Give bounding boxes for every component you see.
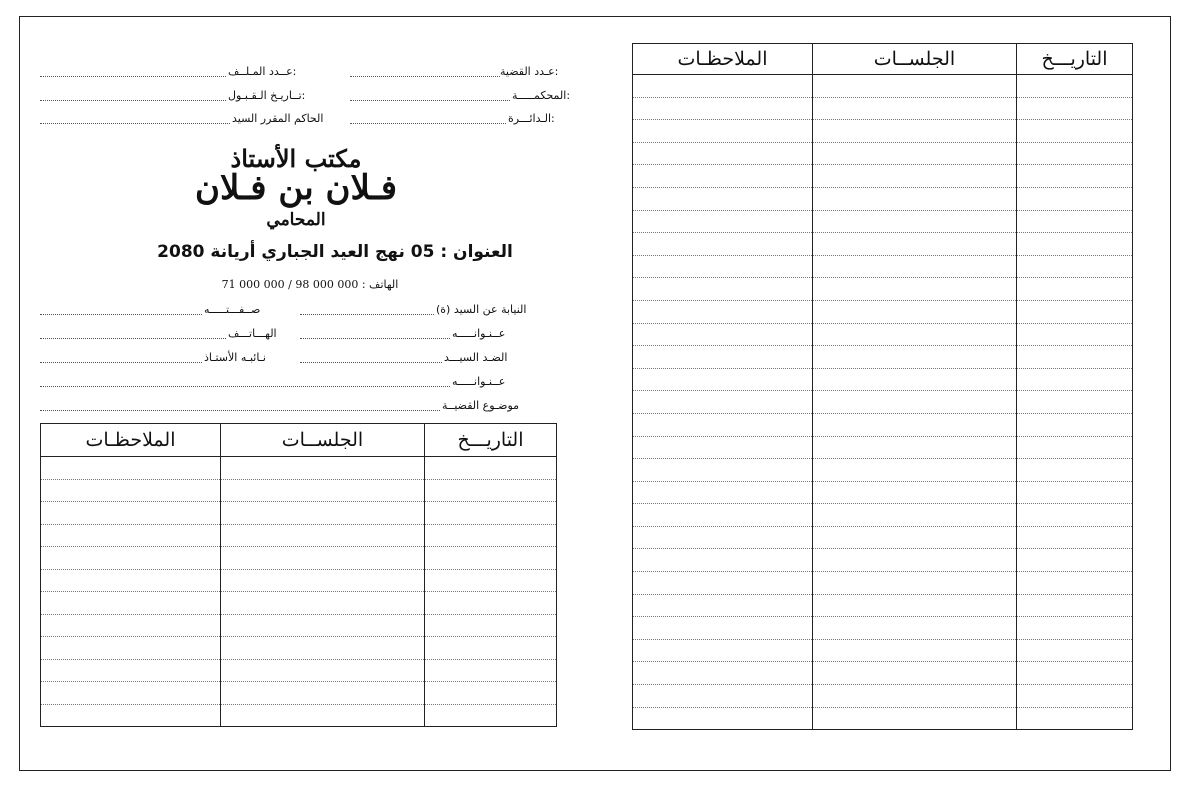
court-line[interactable] xyxy=(350,100,510,101)
table-row xyxy=(633,481,1133,504)
notes-cell[interactable] xyxy=(633,594,813,617)
date-cell[interactable] xyxy=(425,547,557,570)
sessions-cell[interactable] xyxy=(813,481,1017,504)
address1-label: عــنـوانـــــه xyxy=(452,327,506,340)
sessions-cell[interactable] xyxy=(813,459,1017,482)
notes-cell[interactable] xyxy=(41,502,221,525)
notes-cell[interactable] xyxy=(633,413,813,436)
notes-cell[interactable] xyxy=(633,210,813,233)
sessions-cell[interactable] xyxy=(813,572,1017,595)
date-cell[interactable] xyxy=(1017,617,1133,640)
notes-cell[interactable] xyxy=(633,75,813,98)
judge-label: الحاكم المقرر السيد xyxy=(232,112,324,125)
opponent-line[interactable] xyxy=(300,362,442,363)
sessions-cell[interactable] xyxy=(813,368,1017,391)
sessions-cell[interactable] xyxy=(221,569,425,592)
notes-cell[interactable] xyxy=(633,233,813,256)
table-row xyxy=(633,707,1133,730)
phone-row xyxy=(200,278,420,291)
date-cell[interactable] xyxy=(425,524,557,547)
table-row xyxy=(41,457,557,480)
date-cell[interactable] xyxy=(1017,187,1133,210)
sessions-cell[interactable] xyxy=(813,75,1017,98)
notes-cell[interactable] xyxy=(633,120,813,143)
table-row xyxy=(633,504,1133,527)
table-row xyxy=(41,682,557,705)
notes-cell[interactable] xyxy=(633,685,813,708)
sessions-cell[interactable] xyxy=(813,97,1017,120)
circuit-line[interactable] xyxy=(350,123,506,124)
sessions-cell[interactable] xyxy=(813,707,1017,730)
col-notes-header: الملاحظـات xyxy=(41,424,221,457)
capacity-line[interactable] xyxy=(40,314,202,315)
date-cell[interactable] xyxy=(1017,300,1133,323)
date-cell[interactable] xyxy=(1017,75,1133,98)
notes-cell[interactable] xyxy=(633,504,813,527)
sessions-cell[interactable] xyxy=(813,278,1017,301)
sessions-cell[interactable] xyxy=(813,120,1017,143)
notes-cell[interactable] xyxy=(41,569,221,592)
sessions-cell[interactable] xyxy=(813,639,1017,662)
notes-cell[interactable] xyxy=(41,457,221,480)
acceptance-date-line[interactable] xyxy=(40,100,226,101)
table-row xyxy=(633,346,1133,369)
subject-label: موضـوع القضيــة xyxy=(442,399,520,412)
notes-cell[interactable] xyxy=(633,662,813,685)
address1-line[interactable] xyxy=(300,338,450,339)
sessions-cell[interactable] xyxy=(813,662,1017,685)
notes-cell[interactable] xyxy=(41,547,221,570)
notes-cell[interactable] xyxy=(41,479,221,502)
sessions-cell[interactable] xyxy=(813,413,1017,436)
sessions-cell[interactable] xyxy=(813,233,1017,256)
date-cell[interactable] xyxy=(1017,368,1133,391)
deputy-label: نـائبـه الأستـاذ xyxy=(204,351,266,364)
date-cell[interactable] xyxy=(425,479,557,502)
date-cell[interactable] xyxy=(425,592,557,615)
sessions-cell[interactable] xyxy=(813,346,1017,369)
office-address: العنوان : 05 نهج العيد الجباري أريانة 2080 xyxy=(157,242,513,262)
date-cell[interactable] xyxy=(1017,549,1133,572)
date-cell[interactable] xyxy=(425,614,557,637)
table-row xyxy=(633,323,1133,346)
table-row xyxy=(633,120,1133,143)
table-row xyxy=(41,569,557,592)
table-row xyxy=(41,637,557,660)
date-cell[interactable] xyxy=(1017,572,1133,595)
table-row xyxy=(41,547,557,570)
table-row xyxy=(633,413,1133,436)
notes-cell[interactable] xyxy=(633,300,813,323)
table-row xyxy=(633,594,1133,617)
sessions-cell[interactable] xyxy=(813,391,1017,414)
date-cell[interactable] xyxy=(425,659,557,682)
notes-cell[interactable] xyxy=(633,549,813,572)
table-row xyxy=(633,662,1133,685)
notes-cell[interactable] xyxy=(633,639,813,662)
date-cell[interactable] xyxy=(1017,662,1133,685)
court-label: :المحكمـــــة xyxy=(512,89,571,102)
phone-value: 000 000 98 / 000 000 71 xyxy=(221,278,359,291)
sessions-cell[interactable] xyxy=(813,436,1017,459)
notes-cell[interactable] xyxy=(633,436,813,459)
notes-cell[interactable] xyxy=(41,682,221,705)
notes-cell[interactable] xyxy=(633,278,813,301)
sessions-cell[interactable] xyxy=(813,549,1017,572)
notes-cell[interactable] xyxy=(633,97,813,120)
table-row xyxy=(633,300,1133,323)
table-row xyxy=(633,436,1133,459)
deputy-line[interactable] xyxy=(40,362,202,363)
table-row xyxy=(633,391,1133,414)
sessions-cell[interactable] xyxy=(813,617,1017,640)
date-cell[interactable] xyxy=(1017,142,1133,165)
date-cell[interactable] xyxy=(1017,594,1133,617)
date-cell[interactable] xyxy=(425,502,557,525)
table-row xyxy=(633,233,1133,256)
table-row xyxy=(41,479,557,502)
date-cell[interactable] xyxy=(1017,255,1133,278)
col-date-header: التاريـــخ xyxy=(425,424,557,457)
date-cell[interactable] xyxy=(1017,707,1133,730)
sessions-cell[interactable] xyxy=(813,685,1017,708)
table-row xyxy=(633,75,1133,98)
sessions-cell[interactable] xyxy=(221,614,425,637)
table-row xyxy=(633,97,1133,120)
date-cell[interactable] xyxy=(425,457,557,480)
table-row xyxy=(41,592,557,615)
represent-line[interactable] xyxy=(300,314,434,315)
sessions-cell[interactable] xyxy=(813,165,1017,188)
sessions-cell[interactable] xyxy=(221,479,425,502)
date-cell[interactable] xyxy=(1017,504,1133,527)
notes-cell[interactable] xyxy=(41,592,221,615)
notes-cell[interactable] xyxy=(633,165,813,188)
notes-cell[interactable] xyxy=(41,704,221,727)
date-cell[interactable] xyxy=(1017,165,1133,188)
date-cell[interactable] xyxy=(1017,481,1133,504)
notes-cell[interactable] xyxy=(633,617,813,640)
capacity-label: صــفـــتـــــه xyxy=(204,303,261,316)
phone-field-line[interactable] xyxy=(40,338,226,339)
sessions-cell[interactable] xyxy=(813,323,1017,346)
date-cell[interactable] xyxy=(1017,210,1133,233)
notes-cell[interactable] xyxy=(633,572,813,595)
table-row xyxy=(633,685,1133,708)
file-number-label: :عــدد المـلــف xyxy=(228,65,297,78)
sessions-cell[interactable] xyxy=(813,300,1017,323)
table-row xyxy=(633,639,1133,662)
address2-label: عــنـوانـــــه xyxy=(452,375,506,388)
represent-label: النيابة عن السيد (ة) xyxy=(436,303,527,316)
sessions-cell[interactable] xyxy=(813,504,1017,527)
date-cell[interactable] xyxy=(425,637,557,660)
notes-cell[interactable] xyxy=(633,459,813,482)
sessions-cell[interactable] xyxy=(221,524,425,547)
sessions-cell[interactable] xyxy=(813,255,1017,278)
table-row xyxy=(41,524,557,547)
notes-cell[interactable] xyxy=(633,255,813,278)
col-date-header: التاريـــخ xyxy=(1017,44,1133,75)
phone-label: الهاتف : xyxy=(361,278,399,291)
table-row xyxy=(633,549,1133,572)
date-cell[interactable] xyxy=(1017,323,1133,346)
date-cell[interactable] xyxy=(425,704,557,727)
notes-cell[interactable] xyxy=(633,391,813,414)
sessions-cell[interactable] xyxy=(221,592,425,615)
table-row xyxy=(633,526,1133,549)
date-cell[interactable] xyxy=(1017,526,1133,549)
date-cell[interactable] xyxy=(1017,233,1133,256)
date-cell[interactable] xyxy=(1017,436,1133,459)
sessions-cell[interactable] xyxy=(221,502,425,525)
circuit-label: :الـدائـــرة xyxy=(508,112,555,125)
left-register-table xyxy=(40,423,557,727)
judge-line[interactable] xyxy=(40,123,230,124)
date-cell[interactable] xyxy=(1017,459,1133,482)
sessions-cell[interactable] xyxy=(813,594,1017,617)
sessions-cell[interactable] xyxy=(221,682,425,705)
notes-cell[interactable] xyxy=(633,142,813,165)
table-row xyxy=(633,459,1133,482)
table-row xyxy=(633,572,1133,595)
notes-cell[interactable] xyxy=(633,526,813,549)
table-row xyxy=(633,210,1133,233)
sessions-cell[interactable] xyxy=(221,457,425,480)
office-line1: مكتب الأستاذ xyxy=(230,144,362,173)
file-number-line[interactable] xyxy=(40,76,226,77)
notes-cell[interactable] xyxy=(633,346,813,369)
table-row xyxy=(633,165,1133,188)
table-row xyxy=(41,704,557,727)
sessions-cell[interactable] xyxy=(221,659,425,682)
sessions-cell[interactable] xyxy=(813,526,1017,549)
date-cell[interactable] xyxy=(425,569,557,592)
date-cell[interactable] xyxy=(1017,97,1133,120)
col-sessions-header: الجلســات xyxy=(221,424,425,457)
lawyer-role: المحامي xyxy=(266,210,326,230)
date-cell[interactable] xyxy=(1017,391,1133,414)
acceptance-date-label: :تــاريـخ الـقـبـول xyxy=(228,89,306,102)
table-row xyxy=(633,142,1133,165)
address2-line[interactable] xyxy=(40,386,450,387)
subject-line[interactable] xyxy=(40,410,440,411)
sessions-cell[interactable] xyxy=(813,187,1017,210)
date-cell[interactable] xyxy=(1017,346,1133,369)
notes-cell[interactable] xyxy=(633,707,813,730)
phone-field-label: الهـــاتـــف xyxy=(228,327,277,340)
sessions-cell[interactable] xyxy=(221,704,425,727)
date-cell[interactable] xyxy=(1017,120,1133,143)
date-cell[interactable] xyxy=(1017,639,1133,662)
sessions-cell[interactable] xyxy=(813,142,1017,165)
case-number-line[interactable] xyxy=(350,76,500,77)
sessions-cell[interactable] xyxy=(813,210,1017,233)
case-number-label: :عـدد القضية xyxy=(500,65,559,78)
notes-cell[interactable] xyxy=(633,187,813,210)
notes-cell[interactable] xyxy=(41,659,221,682)
notes-cell[interactable] xyxy=(41,614,221,637)
date-cell[interactable] xyxy=(1017,685,1133,708)
notes-cell[interactable] xyxy=(633,481,813,504)
date-cell[interactable] xyxy=(1017,413,1133,436)
opponent-label: الضـد السيـــد xyxy=(444,351,508,364)
table-row xyxy=(41,659,557,682)
lawyer-name: فـلان بن فـلان xyxy=(195,168,397,208)
table-row xyxy=(633,187,1133,210)
sessions-cell[interactable] xyxy=(221,547,425,570)
sessions-cell[interactable] xyxy=(221,637,425,660)
notes-cell[interactable] xyxy=(41,524,221,547)
col-sessions-header: الجلســات xyxy=(813,44,1017,75)
notes-cell[interactable] xyxy=(41,637,221,660)
date-cell[interactable] xyxy=(425,682,557,705)
right-register-table xyxy=(632,43,1133,730)
table-row xyxy=(633,368,1133,391)
table-row xyxy=(41,614,557,637)
table-row xyxy=(633,255,1133,278)
col-notes-header: الملاحظـات xyxy=(633,44,813,75)
table-row xyxy=(633,278,1133,301)
notes-cell[interactable] xyxy=(633,368,813,391)
notes-cell[interactable] xyxy=(633,323,813,346)
table-row xyxy=(633,617,1133,640)
table-row xyxy=(41,502,557,525)
date-cell[interactable] xyxy=(1017,278,1133,301)
